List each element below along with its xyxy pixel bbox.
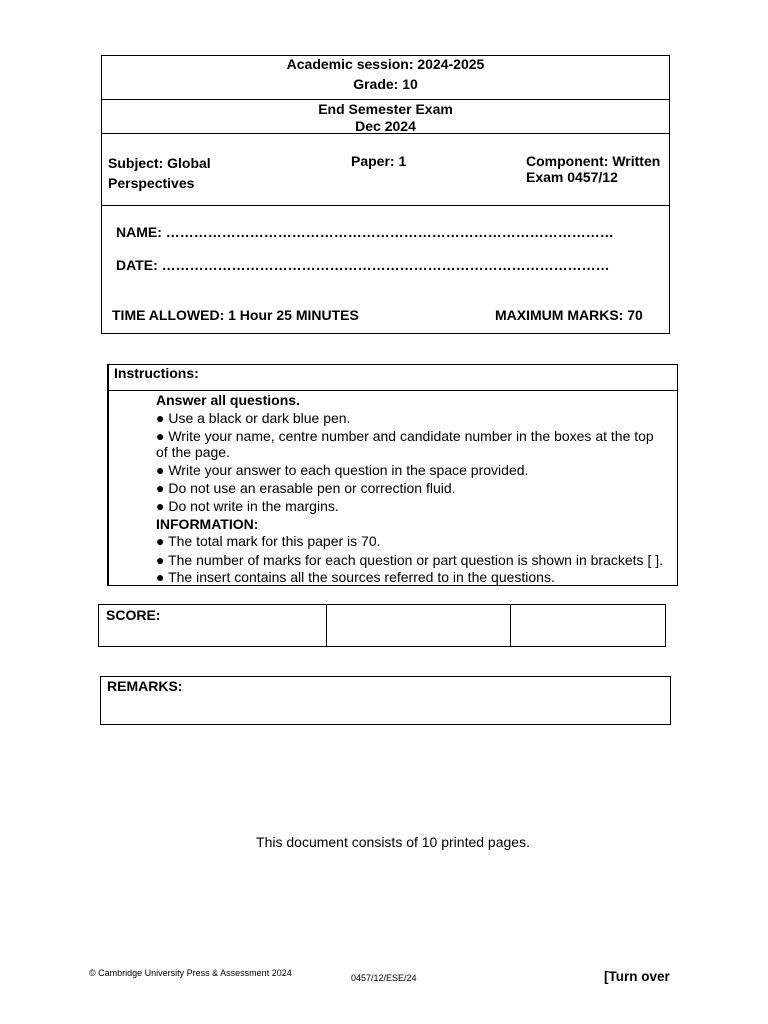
pages-note: This document consists of 10 printed pages. — [256, 834, 530, 850]
name-field[interactable]: NAME: …………………………………………………………………………………… — [116, 224, 614, 240]
component-code: Exam 0457/12 — [526, 169, 618, 185]
remarks-box[interactable] — [100, 676, 671, 725]
instructions-divider — [107, 390, 678, 391]
score-cell[interactable] — [511, 605, 665, 646]
instruction-item: of the page. — [156, 444, 230, 460]
instruction-item: ● Do not use an erasable pen or correction fluid. — [156, 480, 456, 496]
instruction-item: ● Use a black or dark blue pen. — [156, 410, 351, 426]
header-divider — [101, 99, 670, 100]
exam-header-table — [101, 55, 670, 334]
instructions-left-rule — [108, 364, 109, 586]
instruction-item: ● Write your name, centre number and candidate number in the boxes at the top — [156, 428, 654, 444]
exam-date: Dec 2024 — [355, 118, 416, 134]
subject-label-cont: Perspectives — [108, 175, 195, 191]
score-cell[interactable] — [327, 605, 510, 646]
paper-label: Paper: 1 — [351, 153, 407, 169]
information-title: INFORMATION: — [156, 516, 259, 532]
date-field[interactable]: DATE: …………………………………………………………………………………… — [116, 257, 610, 273]
header-divider — [101, 205, 670, 206]
maximum-marks: MAXIMUM MARKS: 70 — [495, 307, 643, 323]
instruction-item: ● Do not write in the margins. — [156, 498, 339, 514]
grade: Grade: 10 — [353, 76, 418, 92]
answer-all-questions: Answer all questions. — [156, 392, 300, 408]
time-allowed: TIME ALLOWED: 1 Hour 25 MINUTES — [112, 307, 359, 323]
remarks-label: REMARKS: — [107, 678, 183, 694]
information-item: ● The number of marks for each question or part question is shown in brackets [ ]. — [156, 552, 664, 568]
instructions-title: Instructions: — [114, 365, 199, 381]
subject-label: Subject: Global — [108, 155, 211, 171]
component-label: Component: Written — [526, 153, 661, 169]
document-code: 0457/12/ESE/24 — [351, 973, 417, 983]
exam-name: End Semester Exam — [318, 101, 453, 117]
score-label: SCORE: — [106, 607, 161, 623]
information-item: ● The total mark for this paper is 70. — [156, 533, 381, 549]
information-item: ● The insert contains all the sources referred to in the questions. — [156, 569, 555, 585]
copyright-notice: © Cambridge University Press & Assessment 2024 — [89, 968, 292, 978]
academic-session: Academic session: 2024-2025 — [286, 56, 485, 72]
instruction-item: ● Write your answer to each question in the space provided. — [156, 462, 529, 478]
turn-over: [Turn over — [604, 969, 670, 984]
